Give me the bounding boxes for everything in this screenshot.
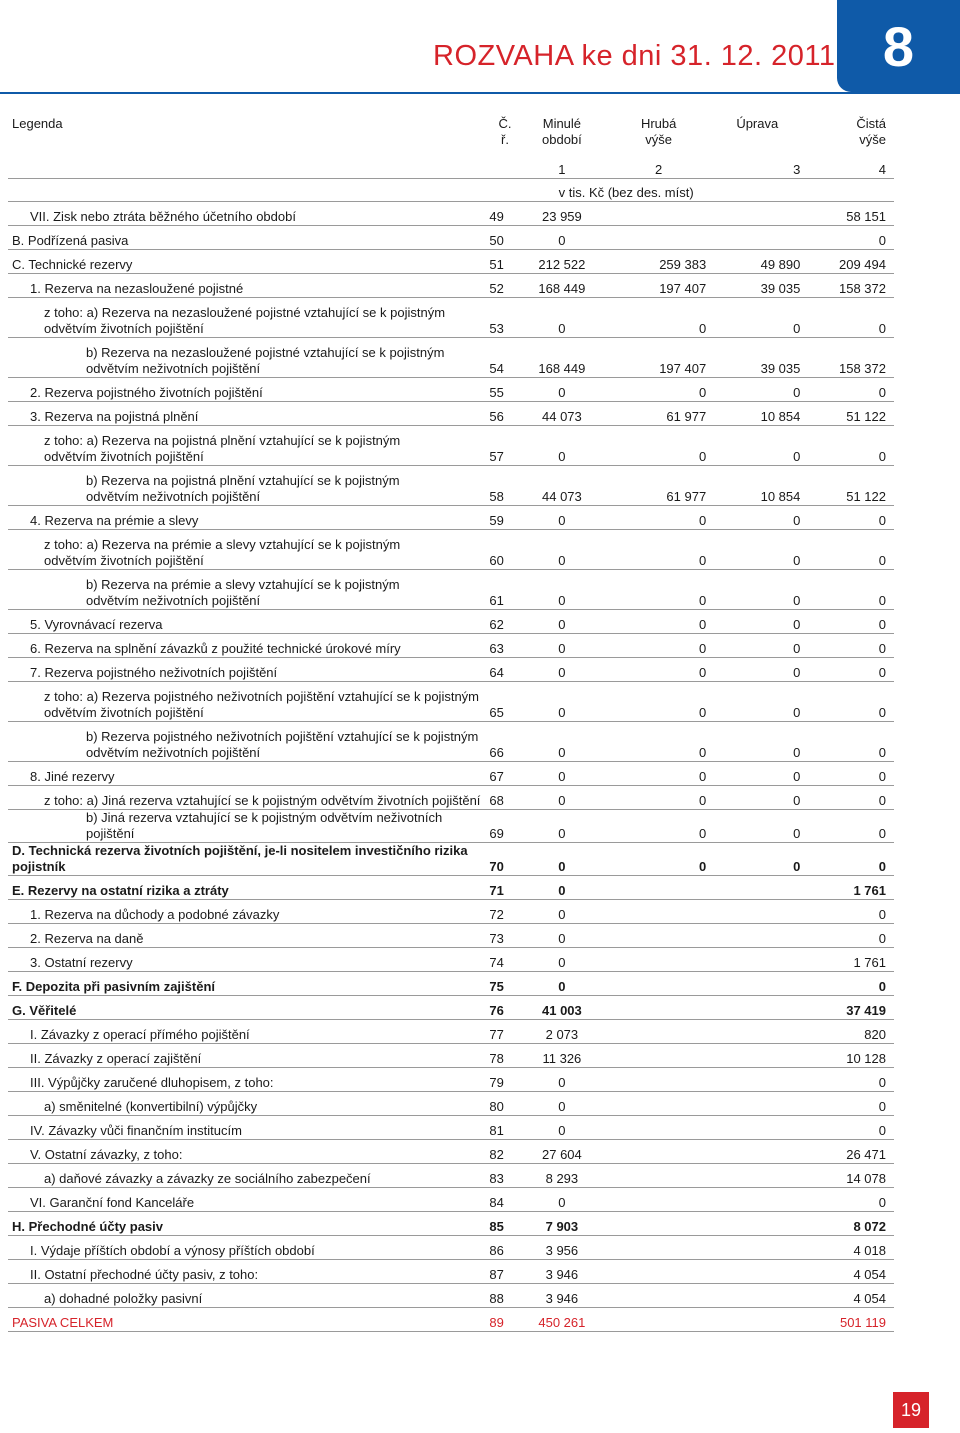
row-number: 63 bbox=[489, 641, 504, 656]
net-amount-value: 820 bbox=[864, 1027, 886, 1042]
row-label: D. Technická rezerva životních pojištění, je-li nositelem investičního rizika pojistník bbox=[12, 843, 468, 874]
row-number: 49 bbox=[489, 209, 504, 224]
net-amount-value: 0 bbox=[878, 641, 886, 656]
adjustment-value: 0 bbox=[793, 593, 801, 608]
net-amount-value: 0 bbox=[878, 449, 886, 464]
row-label: III. Výpůjčky zaručené dluhopisem, z toho: bbox=[30, 1075, 274, 1090]
table-row bbox=[8, 924, 894, 948]
gross-amount-value: 259 383 bbox=[659, 257, 707, 272]
net-amount-value: 26 471 bbox=[846, 1147, 886, 1162]
previous-period-value: 3 956 bbox=[545, 1243, 579, 1258]
gross-amount-value: 0 bbox=[698, 553, 707, 568]
adjustment-value: 0 bbox=[793, 513, 801, 528]
table-row bbox=[8, 426, 894, 466]
adjustment-value: 0 bbox=[793, 859, 801, 874]
table-row bbox=[8, 1260, 894, 1284]
row-label: F. Depozita při pasivním zajištění bbox=[12, 979, 215, 994]
row-number: 58 bbox=[489, 489, 504, 504]
previous-period-value: 23 959 bbox=[542, 209, 582, 224]
row-number: 75 bbox=[489, 979, 504, 994]
row-number: 61 bbox=[489, 593, 504, 608]
row-label: b) Rezerva na nezasloužené pojistné vztahující se k pojistným odvětvím neživotních pojištění bbox=[86, 345, 445, 376]
row-label: a) směnitelné (konvertibilní) výpůjčky bbox=[44, 1099, 258, 1114]
gross-amount-value: 0 bbox=[698, 513, 707, 528]
row-number: 62 bbox=[489, 617, 504, 632]
row-number: 87 bbox=[489, 1267, 504, 1282]
row-number: 64 bbox=[489, 665, 504, 680]
previous-period-value: 0 bbox=[558, 931, 566, 946]
table-row bbox=[8, 610, 894, 634]
table-row bbox=[8, 402, 894, 426]
row-number: 52 bbox=[489, 281, 504, 296]
balance-sheet-table bbox=[8, 116, 894, 1332]
row-label: C. Technické rezervy bbox=[12, 257, 133, 272]
column-number: 2 bbox=[611, 158, 714, 179]
gross-amount-value: 0 bbox=[698, 641, 707, 656]
previous-period-value: 212 522 bbox=[538, 257, 586, 272]
row-number: 86 bbox=[489, 1243, 504, 1258]
row-label: z toho: a) Rezerva na pojistná plnění vztahující se k pojistným odvětvím životních pojištění bbox=[44, 433, 401, 464]
previous-period-value: 0 bbox=[558, 1195, 566, 1210]
net-amount-value: 501 119 bbox=[839, 1315, 886, 1330]
table-row bbox=[8, 1020, 894, 1044]
row-number: 73 bbox=[489, 931, 504, 946]
net-amount-value: 8 072 bbox=[853, 1219, 886, 1234]
previous-period-value: 11 326 bbox=[542, 1051, 582, 1066]
table-header-row bbox=[8, 116, 894, 158]
net-amount-value: 37 419 bbox=[846, 1003, 886, 1018]
table-row bbox=[8, 762, 894, 786]
row-number: 67 bbox=[489, 769, 504, 784]
table-row bbox=[8, 682, 894, 722]
gross-amount-value: 0 bbox=[698, 385, 707, 400]
column-number: 3 bbox=[714, 158, 808, 179]
previous-period-value: 0 bbox=[558, 665, 566, 680]
previous-period-value: 41 003 bbox=[542, 1003, 582, 1018]
adjustment-value: 0 bbox=[793, 553, 801, 568]
row-number: 88 bbox=[489, 1291, 504, 1306]
row-number: 54 bbox=[489, 361, 504, 376]
table-row bbox=[8, 226, 894, 250]
table-row bbox=[8, 378, 894, 402]
row-label: 8. Jiné rezervy bbox=[30, 769, 115, 784]
row-number: 82 bbox=[489, 1147, 504, 1162]
row-label: II. Ostatní přechodné účty pasiv, z toho: bbox=[30, 1267, 259, 1282]
table-row bbox=[8, 506, 894, 530]
net-amount-value: 0 bbox=[878, 907, 886, 922]
previous-period-value: 3 946 bbox=[545, 1267, 579, 1282]
gross-amount-value: 197 407 bbox=[659, 281, 707, 296]
row-number: 85 bbox=[489, 1219, 504, 1234]
row-label: IV. Závazky vůči finančním institucím bbox=[30, 1123, 242, 1138]
table-row bbox=[8, 996, 894, 1020]
previous-period-value: 0 bbox=[558, 883, 566, 898]
row-label: b) Jiná rezerva vztahující se k pojistným odvětvím neživotních pojištění bbox=[86, 810, 443, 841]
row-label: II. Závazky z operací zajištění bbox=[30, 1051, 202, 1066]
net-amount-value: 4 054 bbox=[853, 1267, 886, 1282]
table-row bbox=[8, 843, 894, 876]
column-number: 4 bbox=[808, 158, 894, 179]
net-amount-value: 51 122 bbox=[846, 409, 886, 424]
previous-period-value: 0 bbox=[558, 955, 566, 970]
row-label: PASIVA CELKEM bbox=[12, 1315, 114, 1330]
page-title: ROZVAHA ke dni 31. 12. 2011 bbox=[433, 40, 836, 72]
adjustment-value: 0 bbox=[793, 449, 801, 464]
row-number: 83 bbox=[489, 1171, 504, 1186]
gross-amount-value: 197 407 bbox=[659, 361, 707, 376]
row-label: 1. Rezerva na důchody a podobné závazky bbox=[30, 907, 280, 922]
gross-amount-value: 0 bbox=[698, 321, 707, 336]
gross-amount-value: 0 bbox=[698, 745, 707, 760]
row-number-header: Č. ř. bbox=[498, 116, 512, 147]
adjustment-value: 0 bbox=[793, 385, 801, 400]
table-row bbox=[8, 972, 894, 996]
row-number: 55 bbox=[489, 385, 504, 400]
row-label: I. Závazky z operací přímého pojištění bbox=[30, 1027, 250, 1042]
adjustment-value: 0 bbox=[793, 321, 801, 336]
adjustment-value: 0 bbox=[793, 665, 801, 680]
row-number: 84 bbox=[489, 1195, 504, 1210]
gross-amount-value: 0 bbox=[698, 449, 707, 464]
row-number: 80 bbox=[489, 1099, 504, 1114]
unit-note: v tis. Kč (bez des. míst) bbox=[521, 179, 809, 202]
row-label: B. Podřízená pasiva bbox=[12, 233, 129, 248]
row-label: VII. Zisk nebo ztráta běžného účetního období bbox=[30, 209, 296, 224]
net-amount-value: 0 bbox=[878, 705, 886, 720]
net-amount-value: 1 761 bbox=[853, 955, 886, 970]
previous-period-value: 0 bbox=[558, 979, 566, 994]
row-number: 57 bbox=[489, 449, 504, 464]
gross-amount-value: 0 bbox=[698, 769, 707, 784]
previous-period-value: 0 bbox=[558, 907, 566, 922]
row-label: 2. Rezerva na daně bbox=[30, 931, 144, 946]
table-row bbox=[8, 1068, 894, 1092]
row-label: V. Ostatní závazky, z toho: bbox=[30, 1147, 183, 1162]
net-amount-value: 0 bbox=[878, 979, 886, 994]
previous-period-value: 0 bbox=[558, 1099, 566, 1114]
previous-period-value: 0 bbox=[558, 233, 566, 248]
row-number: 60 bbox=[489, 553, 504, 568]
legend-header: Legenda bbox=[12, 116, 63, 131]
previous-period-value: 0 bbox=[558, 553, 566, 568]
table-row bbox=[8, 1236, 894, 1260]
adjustment-value: 0 bbox=[793, 641, 801, 656]
net-amount-value: 10 128 bbox=[846, 1051, 886, 1066]
previous-period-value: 450 261 bbox=[538, 1315, 586, 1330]
gross-amount-value: 61 977 bbox=[666, 489, 707, 504]
adjustment-value: 49 890 bbox=[760, 257, 801, 272]
table-row bbox=[8, 876, 894, 900]
previous-period-value: 0 bbox=[558, 826, 566, 841]
row-label: b) Rezerva na pojistná plnění vztahující se k pojistným odvětvím neživotních pojištění bbox=[86, 473, 400, 504]
row-number: 66 bbox=[489, 745, 504, 760]
table-row bbox=[8, 658, 894, 682]
adjustment-value: 0 bbox=[793, 769, 801, 784]
column-number-row bbox=[8, 158, 894, 179]
row-label: a) daňové závazky a závazky ze sociálního zabezpečení bbox=[44, 1171, 371, 1186]
gross-amount-header: Hrubá výše bbox=[640, 116, 677, 147]
row-label: b) Rezerva na prémie a slevy vztahující se k pojistným odvětvím neživotních pojištění bbox=[86, 577, 400, 608]
row-label: 7. Rezerva pojistného neživotních pojištění bbox=[30, 665, 278, 680]
gross-amount-value: 0 bbox=[698, 705, 707, 720]
table-row bbox=[8, 530, 894, 570]
row-label: 6. Rezerva na splnění závazků z použité technické úrokové míry bbox=[30, 641, 401, 656]
net-amount-value: 51 122 bbox=[846, 489, 886, 504]
row-number: 76 bbox=[489, 1003, 504, 1018]
previous-period-value: 168 449 bbox=[538, 281, 586, 296]
previous-period-value: 7 903 bbox=[545, 1219, 579, 1234]
row-number: 56 bbox=[489, 409, 504, 424]
table-row bbox=[8, 1188, 894, 1212]
net-amount-value: 4 018 bbox=[853, 1243, 886, 1258]
row-number: 53 bbox=[489, 321, 504, 336]
row-number: 71 bbox=[489, 883, 504, 898]
row-label: z toho: a) Jiná rezerva vztahující se k pojistným odvětvím životních pojištění bbox=[44, 793, 481, 808]
row-label: 3. Rezerva na pojistná plnění bbox=[30, 409, 199, 424]
net-amount-value: 0 bbox=[878, 1099, 886, 1114]
adjustment-value: 0 bbox=[793, 705, 801, 720]
net-amount-value: 0 bbox=[878, 931, 886, 946]
net-amount-value: 14 078 bbox=[846, 1171, 886, 1186]
net-amount-value: 0 bbox=[878, 745, 886, 760]
previous-period-value: 0 bbox=[558, 1075, 566, 1090]
row-label: b) Rezerva pojistného neživotních pojištění vztahující se k pojistným odvětvím neživotních pojištění bbox=[86, 729, 479, 760]
previous-period-header: Minulé období bbox=[542, 116, 582, 147]
adjustment-value: 0 bbox=[793, 826, 801, 841]
net-amount-value: 0 bbox=[878, 513, 886, 528]
table-row bbox=[8, 634, 894, 658]
table-row bbox=[8, 570, 894, 610]
net-amount-value: 158 372 bbox=[839, 281, 886, 296]
table-row bbox=[8, 466, 894, 506]
net-amount-value: 0 bbox=[878, 553, 886, 568]
adjustment-header: Úprava bbox=[736, 116, 779, 131]
previous-period-value: 0 bbox=[558, 593, 566, 608]
adjustment-value: 10 854 bbox=[760, 489, 801, 504]
net-amount-value: 158 372 bbox=[839, 361, 886, 376]
net-amount-value: 4 054 bbox=[853, 1291, 886, 1306]
row-number: 69 bbox=[489, 826, 504, 841]
row-label: 5. Vyrovnávací rezerva bbox=[30, 617, 163, 632]
table-row bbox=[8, 810, 894, 843]
previous-period-value: 8 293 bbox=[545, 1171, 579, 1186]
previous-period-value: 3 946 bbox=[545, 1291, 579, 1306]
previous-period-value: 0 bbox=[558, 617, 566, 632]
gross-amount-value: 0 bbox=[698, 793, 707, 808]
row-label: 3. Ostatní rezervy bbox=[30, 955, 133, 970]
net-amount-value: 0 bbox=[878, 233, 886, 248]
net-amount-value: 0 bbox=[878, 1075, 886, 1090]
net-amount-value: 0 bbox=[878, 617, 886, 632]
row-label: E. Rezervy na ostatní rizika a ztráty bbox=[12, 883, 229, 898]
row-number: 72 bbox=[489, 907, 504, 922]
net-amount-value: 0 bbox=[878, 859, 886, 874]
adjustment-value: 0 bbox=[793, 617, 801, 632]
previous-period-value: 0 bbox=[558, 449, 566, 464]
row-number: 89 bbox=[489, 1315, 504, 1330]
previous-period-value: 168 449 bbox=[538, 361, 586, 376]
row-label: I. Výdaje příštích období a výnosy příštích období bbox=[30, 1243, 315, 1258]
gross-amount-value: 61 977 bbox=[666, 409, 707, 424]
row-number: 79 bbox=[489, 1075, 504, 1090]
adjustment-value: 10 854 bbox=[760, 409, 801, 424]
row-label: z toho: a) Rezerva na prémie a slevy vztahující se k pojistným odvětvím životních pojištění bbox=[44, 537, 401, 568]
row-number: 70 bbox=[489, 859, 504, 874]
row-label: 2. Rezerva pojistného životních pojištění bbox=[30, 385, 263, 400]
table-row bbox=[8, 202, 894, 226]
previous-period-value: 0 bbox=[558, 769, 566, 784]
row-number: 77 bbox=[489, 1027, 504, 1042]
header-divider bbox=[0, 92, 960, 94]
table-row bbox=[8, 786, 894, 810]
previous-period-value: 27 604 bbox=[542, 1147, 582, 1162]
row-number: 50 bbox=[489, 233, 504, 248]
row-label: z toho: a) Rezerva pojistného neživotních pojištění vztahující se k pojistným odvětvím životních pojištění bbox=[44, 689, 479, 720]
previous-period-value: 2 073 bbox=[545, 1027, 579, 1042]
row-number: 65 bbox=[489, 705, 504, 720]
row-number: 51 bbox=[489, 257, 504, 272]
previous-period-value: 0 bbox=[558, 321, 566, 336]
page-number: 19 bbox=[893, 1392, 929, 1428]
table-row bbox=[8, 250, 894, 274]
adjustment-value: 0 bbox=[793, 793, 801, 808]
net-amount-value: 0 bbox=[878, 826, 886, 841]
row-number: 81 bbox=[489, 1123, 504, 1138]
table-row bbox=[8, 1308, 894, 1332]
previous-period-value: 0 bbox=[558, 745, 566, 760]
previous-period-value: 0 bbox=[558, 1123, 566, 1138]
row-label: 1. Rezerva na nezasloužené pojistné bbox=[30, 281, 244, 296]
table-row bbox=[8, 274, 894, 298]
table-row bbox=[8, 298, 894, 338]
adjustment-value: 39 035 bbox=[760, 361, 801, 376]
previous-period-value: 0 bbox=[558, 385, 566, 400]
row-number: 78 bbox=[489, 1051, 504, 1066]
table-row bbox=[8, 948, 894, 972]
net-amount-value: 0 bbox=[878, 665, 886, 680]
adjustment-value: 0 bbox=[793, 745, 801, 760]
gross-amount-value: 0 bbox=[698, 593, 707, 608]
net-amount-value: 0 bbox=[878, 1123, 886, 1138]
previous-period-value: 0 bbox=[558, 859, 566, 874]
gross-amount-value: 0 bbox=[698, 665, 707, 680]
unit-note-row bbox=[8, 179, 894, 202]
table-row bbox=[8, 1092, 894, 1116]
table-row bbox=[8, 1140, 894, 1164]
column-number: 1 bbox=[521, 158, 612, 179]
net-amount-value: 58 151 bbox=[846, 209, 886, 224]
gross-amount-value: 0 bbox=[698, 617, 707, 632]
row-number: 59 bbox=[489, 513, 504, 528]
net-amount-value: 1 761 bbox=[853, 883, 886, 898]
net-amount-value: 0 bbox=[878, 385, 886, 400]
table-row bbox=[8, 1212, 894, 1236]
net-amount-value: 0 bbox=[878, 593, 886, 608]
table-row bbox=[8, 1284, 894, 1308]
previous-period-value: 0 bbox=[558, 513, 566, 528]
previous-period-value: 0 bbox=[558, 641, 566, 656]
table-row bbox=[8, 722, 894, 762]
row-label: z toho: a) Rezerva na nezasloužené pojistné vztahující se k pojistným odvětvím životních pojištění bbox=[44, 305, 446, 336]
previous-period-value: 44 073 bbox=[542, 489, 582, 504]
row-label: G. Věřitelé bbox=[12, 1003, 77, 1018]
table-row bbox=[8, 338, 894, 378]
net-amount-value: 0 bbox=[878, 1195, 886, 1210]
table-row bbox=[8, 1116, 894, 1140]
table-row bbox=[8, 1164, 894, 1188]
table-row bbox=[8, 900, 894, 924]
previous-period-value: 0 bbox=[558, 705, 566, 720]
gross-amount-value: 0 bbox=[698, 859, 707, 874]
chapter-number-tab: 8 bbox=[837, 0, 960, 92]
net-amount-value: 0 bbox=[878, 793, 886, 808]
gross-amount-value: 0 bbox=[698, 826, 707, 841]
row-number: 68 bbox=[489, 793, 504, 808]
net-amount-header: Čistá výše bbox=[856, 116, 886, 147]
net-amount-value: 209 494 bbox=[839, 257, 886, 272]
row-label: 4. Rezerva na prémie a slevy bbox=[30, 513, 199, 528]
net-amount-value: 0 bbox=[878, 321, 886, 336]
row-label: a) dohadné položky pasivní bbox=[44, 1291, 203, 1306]
net-amount-value: 0 bbox=[878, 769, 886, 784]
previous-period-value: 44 073 bbox=[542, 409, 582, 424]
row-number: 74 bbox=[489, 955, 504, 970]
row-label: VI. Garanční fond Kanceláře bbox=[30, 1195, 195, 1210]
table-row bbox=[8, 1044, 894, 1068]
row-label: H. Přechodné účty pasiv bbox=[12, 1219, 163, 1234]
adjustment-value: 39 035 bbox=[760, 281, 801, 296]
previous-period-value: 0 bbox=[558, 793, 566, 808]
